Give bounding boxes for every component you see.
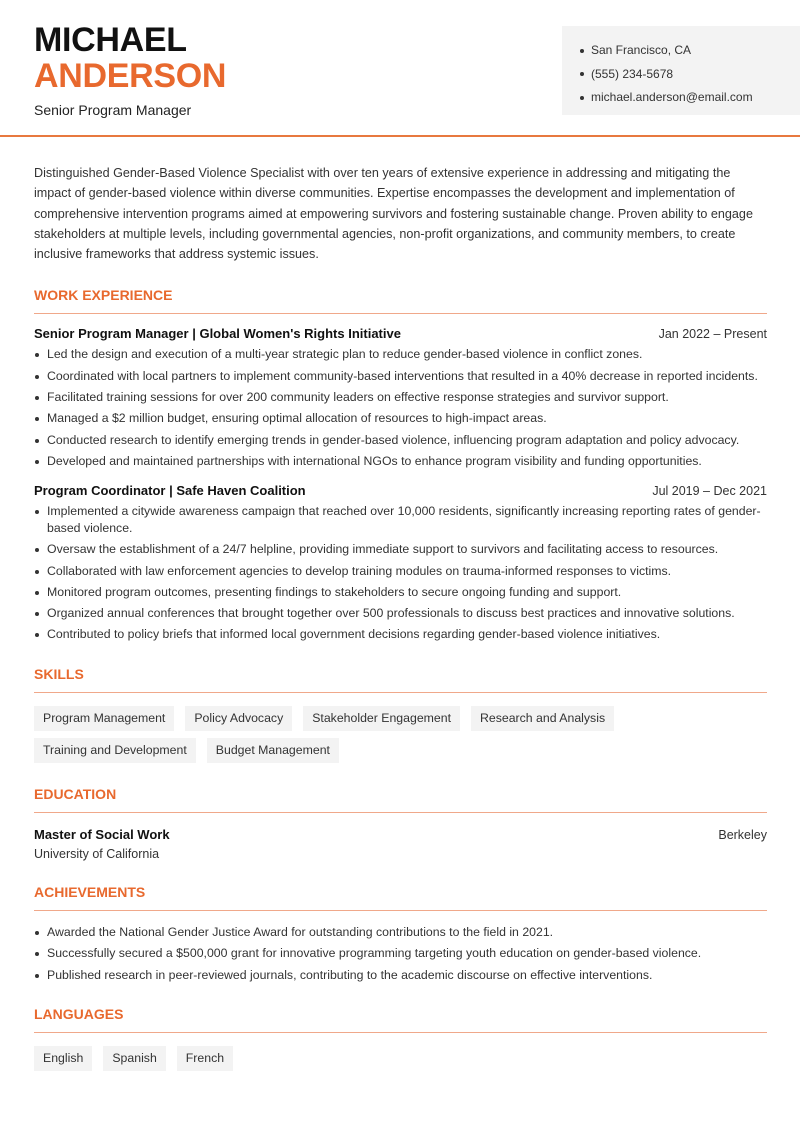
skill-tag: Budget Management [207, 738, 339, 763]
language-tag: English [34, 1046, 92, 1071]
name-block [34, 22, 226, 118]
job-title: Senior Program Manager [34, 102, 192, 118]
job-bullets [34, 346, 767, 469]
list-item: Managed a $2 million budget, ensuring optimal allocation of resources to high-impact areas. [34, 410, 767, 427]
section-education [34, 785, 767, 861]
list-item: Led the design and execution of a multi-year strategic plan to reduce gender-based violence in conflict zones. [34, 346, 767, 363]
last-name: ANDERSON [34, 57, 227, 95]
section-title: EDUCATION [34, 785, 767, 813]
contact-email [580, 86, 800, 110]
list-item: Conducted research to identify emerging trends in gender-based violence, influencing program adaptation and policy advocacy. [34, 432, 767, 449]
resume-header [0, 0, 800, 137]
bullet-icon [580, 96, 584, 100]
achievement-list [34, 924, 767, 983]
section-skills [34, 665, 767, 763]
section-title: SKILLS [34, 665, 767, 693]
job-dates: Jan 2022 – Present [658, 327, 767, 342]
skill-tag: Policy Advocacy [185, 706, 292, 731]
list-item: Organized annual conferences that brought together over 500 professionals to discuss best practices and innovative solutions. [34, 605, 767, 622]
resume-body [34, 163, 767, 1071]
contact-phone-text: (555) 234-5678 [591, 66, 674, 81]
skill-tag: Program Management [34, 706, 174, 731]
summary: Distinguished Gender-Based Violence Specialist with over ten years of extensive experience in addressing and mitigating the impact of gender-based violence within diverse communities. Expertise encompasses the development and implementation of comprehensive intervention programs aimed at empowering survivors and fostering sustainable change. Proven ability to engage stakeholders at multiple levels, including governmental agencies, non-profit organizations, and community members, to create inclusive frameworks that address systemic issues. [34, 166, 753, 262]
first-name: MICHAEL [34, 21, 187, 59]
language-tag: French [177, 1046, 233, 1071]
list-item: Successfully secured a $500,000 grant for innovative programming targeting youth education on gender-based violence. [34, 945, 767, 962]
job-bullets [34, 503, 767, 642]
language-tags [34, 1046, 767, 1071]
contact-location-text: San Francisco, CA [591, 43, 692, 57]
contact-location [580, 39, 800, 63]
section-work-experience [34, 286, 767, 642]
contact-email-text: michael.anderson@email.com [591, 90, 753, 104]
education-entry [34, 827, 767, 861]
list-item: Published research in peer-reviewed journals, contributing to the academic discourse on effective interventions. [34, 967, 767, 984]
list-item: Awarded the National Gender Justice Award for outstanding contributions to the field in 2021. [34, 924, 767, 941]
skill-tag: Stakeholder Engagement [303, 706, 460, 731]
school: University of California [34, 846, 160, 861]
contact-phone [580, 63, 800, 87]
degree: Master of Social Work [34, 826, 170, 842]
skill-tags [34, 706, 767, 763]
education-location: Berkeley [718, 827, 767, 842]
bullet-icon [580, 49, 584, 53]
skill-tag: Research and Analysis [471, 706, 614, 731]
section-achievements [34, 883, 767, 983]
list-item: Facilitated training sessions for over 200 community leaders on effective response strategies and survivor support. [34, 389, 767, 406]
list-item: Coordinated with local partners to implement community-based interventions that resulted in a 40% decrease in reported incidents. [34, 368, 767, 385]
list-item: Oversaw the establishment of a 24/7 helpline, providing immediate support to survivors and facilitating access to resources. [34, 541, 767, 558]
section-languages [34, 1005, 767, 1071]
skill-tag: Training and Development [34, 738, 196, 763]
section-title: ACHIEVEMENTS [34, 883, 767, 911]
job-entry [34, 326, 767, 469]
language-tag: Spanish [103, 1046, 165, 1071]
contact-box [562, 26, 800, 115]
job-dates: Jul 2019 – Dec 2021 [652, 484, 767, 499]
list-item: Contributed to policy briefs that informed local government decisions regarding gender-based violence initiatives. [34, 626, 767, 643]
list-item: Monitored program outcomes, presenting findings to stakeholders to secure ongoing funding and support. [34, 584, 767, 601]
bullet-icon [580, 72, 584, 76]
list-item: Developed and maintained partnerships with international NGOs to enhance program visibility and funding opportunities. [34, 453, 767, 470]
job-role: Program Coordinator | Safe Haven Coalition [34, 483, 306, 499]
job-role: Senior Program Manager | Global Women's Rights Initiative [34, 326, 401, 342]
section-title: WORK EXPERIENCE [34, 286, 767, 314]
list-item: Implemented a citywide awareness campaign that reached over 10,000 residents, significantly increasing reporting rates of gender-based violence. [34, 503, 767, 536]
section-title: LANGUAGES [34, 1005, 767, 1033]
job-entry [34, 483, 767, 642]
list-item: Collaborated with law enforcement agencies to develop training modules on trauma-informed responses to victims. [34, 563, 767, 580]
